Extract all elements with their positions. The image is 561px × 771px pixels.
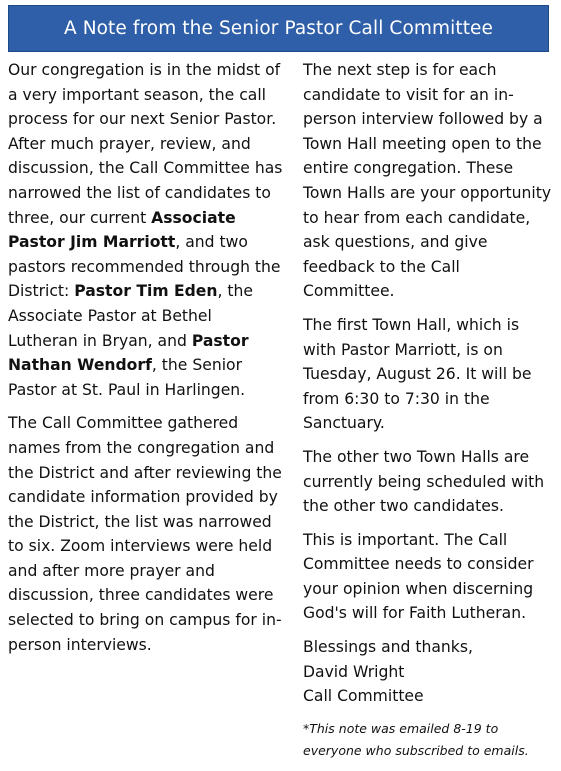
intro-text-3: , the Associate Pastor at Bethel Lutheran in Bryan, and [8, 282, 254, 350]
candidate-eden: Pastor Tim Eden [74, 282, 218, 301]
intro-text-1: Our congregation is in the midst of a very important season, the call process for our next Senior Pastor. After much prayer, review, and discussion, the Call Committee has narrowed the list of candidates to three, our current [8, 61, 283, 227]
next-step-paragraph: The next step is for each candidate to visit for an in-person interview followed by a Town Hall meeting open to the entire congregation. These Town Halls are your opportunity to hear from each candidate, ask questions, and give feedback to the Call Committee. [303, 61, 552, 301]
candidate-wendorf: Pastor Nathan Wendorf [8, 331, 249, 375]
first-town-hall-paragraph: The first Town Hall, which is with Pastor Marriott, is on Tuesday, August 26. It will be from 6:30 to 7:30 in the Sanctuary. [303, 315, 532, 433]
right-column [303, 58, 555, 771]
intro-text-2: , and two pastors recommended through the District: [8, 233, 281, 301]
intro-paragraph [8, 58, 286, 402]
left-column [8, 58, 286, 666]
signoff-title: Call Committee [303, 687, 424, 706]
importance-paragraph: This is important. The Call Committee needs to consider your opinion when discerning God's will for Faith Lutheran. [303, 530, 534, 623]
page-title: A Note from the Senior Pastor Call Committee [63, 18, 494, 39]
other-town-halls-paragraph: The other two Town Halls are currently being scheduled with the other two candidates. [303, 447, 545, 516]
signoff-line-1: Blessings and thanks, [303, 638, 473, 657]
email-note: *This note was emailed 8-19 to everyone who subscribed to emails. [303, 720, 529, 758]
process-paragraph: The Call Committee gathered names from the congregation and the District and after reviewing the candidate information provided by the District, the list was narrowed to six. Zoom interviews were held and after more prayer and discussion, three candidates were selected to bring on campus for in-person interviews. [8, 414, 282, 654]
intro-text-4: , the Senior Pastor at St. Paul in Harlingen. [8, 356, 246, 399]
signoff [303, 635, 555, 709]
candidate-marriott: Associate Pastor Jim Marriott [8, 208, 236, 252]
signoff-name: David Wright [303, 662, 405, 681]
header-banner [8, 5, 549, 52]
